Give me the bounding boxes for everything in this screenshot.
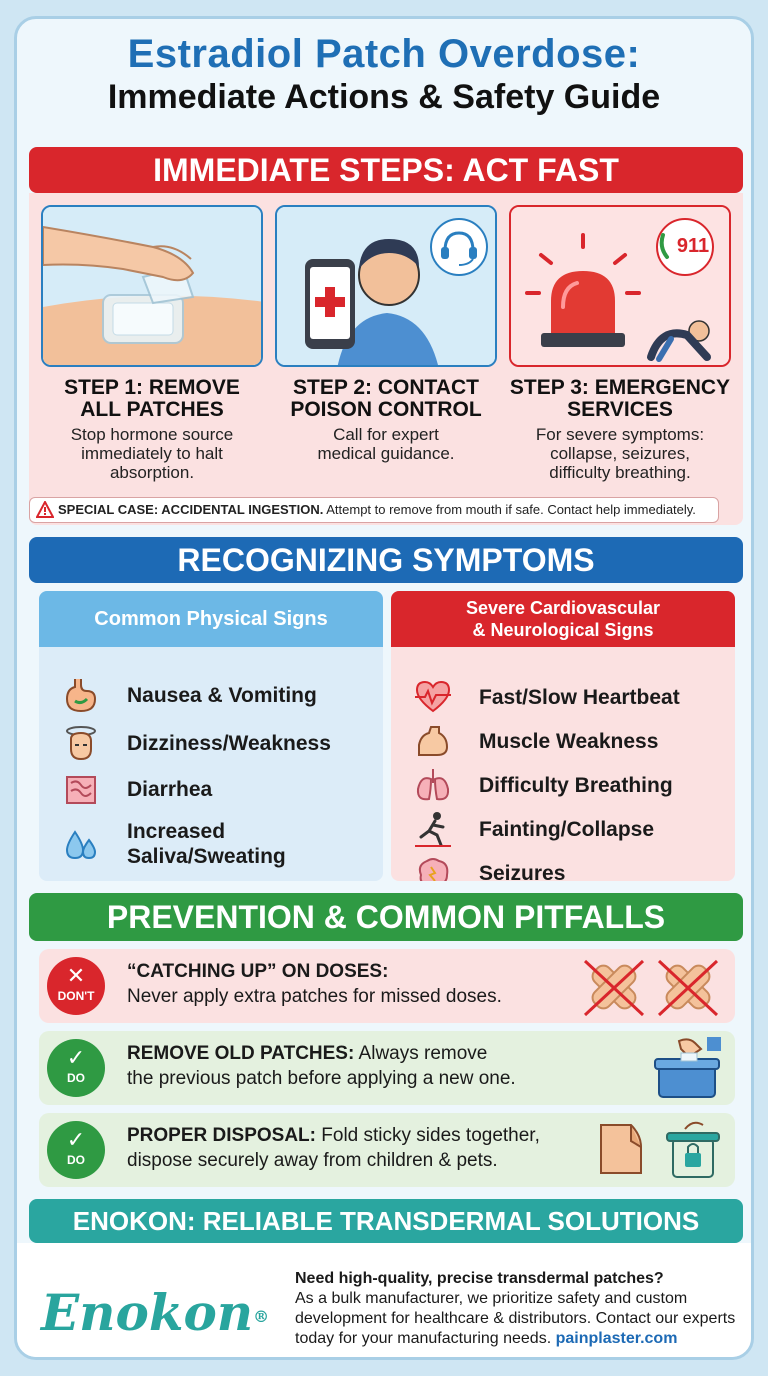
- dizzy-head-icon: [61, 723, 101, 763]
- checkmark-icon: ✓: [66, 1127, 86, 1152]
- do-badge: [47, 1039, 105, 1097]
- step-1-desc-line-3: absorption.: [109, 463, 195, 482]
- symptom-label: Muscle Weakness: [479, 729, 659, 753]
- step-1-title: [41, 377, 263, 421]
- special-case-text: Attempt to remove from mouth if safe. Contact help immediately.: [326, 502, 696, 517]
- symptom-item: [61, 769, 212, 809]
- dont-text: [127, 959, 587, 1009]
- emergency-number: 911: [676, 235, 710, 257]
- x-mark-icon: ✕: [66, 963, 86, 988]
- symptom-item: [413, 677, 680, 717]
- do-row-remove: [39, 1031, 735, 1105]
- symptom-item: [413, 765, 673, 805]
- severe-header-line-1: Severe Cardiovascular: [465, 598, 661, 618]
- do-disposal-bold: PROPER DISPOSAL:: [127, 1125, 316, 1146]
- symptom-label: Fast/Slow Heartbeat: [479, 685, 680, 709]
- arm-muscle-icon: [413, 721, 453, 761]
- warning-triangle-icon: [36, 501, 54, 523]
- infographic-card: [14, 16, 754, 1360]
- symptom-item: [413, 809, 654, 849]
- step-2-title: [275, 377, 497, 421]
- symptom-item: [413, 853, 565, 881]
- step-3-desc-line-1: For severe symptoms:: [535, 425, 705, 444]
- do-remove-detail-2: the previous patch before applying a new one.: [127, 1068, 516, 1089]
- step-3-title-line-1: STEP 3: EMERGENCY: [509, 376, 731, 399]
- symptom-label-line-1: Increased: [127, 820, 226, 843]
- prevention-banner: PREVENTION & COMMON PITFALLS: [29, 893, 743, 941]
- page-title: [17, 19, 751, 117]
- do-disposal-text: [127, 1123, 607, 1173]
- symptom-label-line-2: Saliva/Sweating: [127, 845, 286, 868]
- special-case-label: SPECIAL CASE: ACCIDENTAL INGESTION.: [58, 502, 324, 517]
- dont-badge: [47, 957, 105, 1015]
- common-signs-panel: [39, 591, 383, 881]
- step-1-card: [41, 205, 263, 482]
- immediate-steps-banner: IMMEDIATE STEPS: ACT FAST: [29, 147, 743, 193]
- falling-person-icon: [413, 809, 453, 849]
- do-remove-text: [127, 1041, 667, 1091]
- brain-icon: [413, 853, 453, 881]
- step-1-description: [41, 425, 263, 482]
- common-signs-header: Common Physical Signs: [39, 591, 383, 647]
- step-3-title: [509, 377, 731, 421]
- step-1-desc-line-1: Stop hormone source: [70, 425, 234, 444]
- step-3-desc-line-3: difficulty breathing.: [549, 463, 691, 482]
- lungs-icon: [413, 765, 453, 805]
- title-line-2: Immediate Actions & Safety Guide: [107, 78, 661, 116]
- symptom-item: [413, 721, 658, 761]
- symptom-item: [61, 819, 286, 869]
- step-1-desc-line-2: immediately to halt: [81, 444, 223, 463]
- symptom-label: Seizures: [479, 861, 566, 881]
- do-badge-label: DO: [67, 1071, 85, 1085]
- dont-bold: “CATCHING UP” ON DOSES:: [127, 961, 389, 982]
- special-case-note: [29, 497, 719, 523]
- droplets-icon: [61, 824, 101, 864]
- do-badge-label: DO: [67, 1153, 85, 1167]
- do-disposal-detail-1: Fold sticky sides together,: [321, 1125, 540, 1146]
- do-disposal-detail-2: dispose securely away from children & pets.: [127, 1150, 498, 1171]
- symptom-label: Difficulty Breathing: [479, 773, 673, 797]
- step-2-desc-line-2: medical guidance.: [317, 444, 455, 463]
- poison-control-illustration: [275, 205, 497, 367]
- step-1-title-line-1: STEP 1: REMOVE: [64, 376, 240, 399]
- title-line-1: Estradiol Patch Overdose:: [127, 32, 641, 76]
- disposal-bin-icon: [645, 1035, 725, 1101]
- severe-signs-header: [391, 591, 735, 647]
- dont-detail: Never apply extra patches for missed doses.: [127, 986, 502, 1007]
- dont-row: [39, 949, 735, 1023]
- step-3-desc-line-2: collapse, seizures,: [550, 444, 690, 463]
- symptom-label: [127, 819, 286, 869]
- symptom-label: Dizziness/Weakness: [127, 731, 331, 755]
- symptom-item: [61, 723, 331, 763]
- do-row-disposal: [39, 1113, 735, 1187]
- step-2-title-line-1: STEP 2: CONTACT: [293, 376, 479, 399]
- step-2-title-line-2: POISON CONTROL: [290, 398, 482, 421]
- footer-text: [295, 1269, 745, 1349]
- dont-badge-label: DON'T: [57, 989, 95, 1003]
- enokon-logo: [41, 1285, 269, 1341]
- stomach-icon: [61, 675, 101, 715]
- step-2-card: [275, 205, 497, 463]
- step-2-desc-line-1: Call for expert: [333, 425, 439, 444]
- step-3-description: [509, 425, 731, 482]
- symptom-label: Diarrhea: [127, 777, 213, 801]
- footer-body: As a bulk manufacturer, we prioritize safety and custom development for healthcare & distributors. Contact our experts today for your manufacturing needs.: [295, 1290, 736, 1347]
- website-link[interactable]: painplaster.com: [555, 1330, 678, 1347]
- intestine-icon: [61, 769, 101, 809]
- footer: [17, 1243, 754, 1360]
- footer-question: Need high-quality, precise transdermal patches?: [295, 1270, 664, 1287]
- immediate-steps-section: [29, 193, 743, 525]
- do-remove-detail-1: Always remove: [358, 1043, 488, 1064]
- symptoms-banner: RECOGNIZING SYMPTOMS: [29, 537, 743, 583]
- step-1-title-line-2: ALL PATCHES: [80, 398, 224, 421]
- do-remove-bold: REMOVE OLD PATCHES:: [127, 1043, 355, 1064]
- symptom-label: Nausea & Vomiting: [127, 683, 317, 707]
- do-badge: [47, 1121, 105, 1179]
- step-3-title-line-2: SERVICES: [567, 398, 673, 421]
- remove-patch-illustration: [41, 205, 263, 367]
- crossed-patches-icon: [575, 953, 725, 1019]
- severe-signs-panel: [391, 591, 735, 881]
- step-3-card: [509, 205, 731, 482]
- logo-text: Enokon: [41, 1283, 254, 1342]
- emergency-siren-illustration: [509, 205, 731, 367]
- symptom-label: Fainting/Collapse: [479, 817, 655, 841]
- checkmark-icon: ✓: [66, 1045, 86, 1070]
- registered-mark: ®: [253, 1307, 270, 1326]
- severe-header-line-2: & Neurological Signs: [472, 620, 654, 640]
- enokon-banner: ENOKON: RELIABLE TRANSDERMAL SOLUTIONS: [29, 1199, 743, 1243]
- symptom-item: [61, 675, 317, 715]
- heartbeat-icon: [413, 677, 453, 717]
- folded-patch-and-locked-bin-icon: [595, 1117, 725, 1183]
- step-2-description: [275, 425, 497, 463]
